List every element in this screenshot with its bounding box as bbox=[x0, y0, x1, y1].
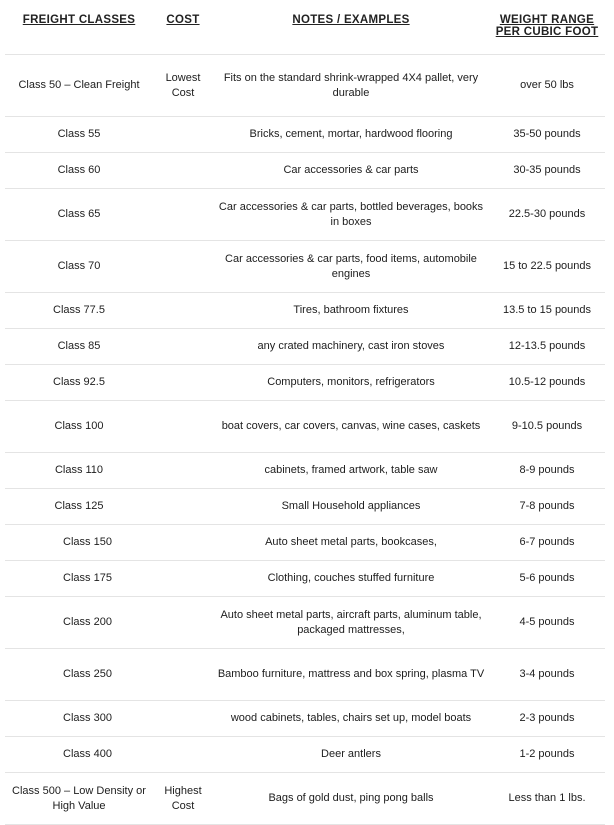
weight-cell: 4-5 pounds bbox=[489, 597, 605, 649]
table-body bbox=[5, 55, 605, 825]
notes-cell: boat covers, car covers, canvas, wine cases, caskets bbox=[213, 401, 489, 453]
notes-cell: Car accessories & car parts, food items, automobile engines bbox=[213, 241, 489, 293]
table-row bbox=[5, 525, 605, 561]
cost-cell bbox=[153, 489, 213, 525]
class-cell: Class 150 bbox=[5, 525, 153, 561]
class-cell: Class 65 bbox=[5, 189, 153, 241]
table-row bbox=[5, 561, 605, 597]
weight-cell: 6-7 pounds bbox=[489, 525, 605, 561]
notes-cell: Auto sheet metal parts, bookcases, bbox=[213, 525, 489, 561]
weight-cell: 22.5-30 pounds bbox=[489, 189, 605, 241]
table-row bbox=[5, 55, 605, 117]
notes-cell: any crated machinery, cast iron stoves bbox=[213, 329, 489, 365]
notes-cell: wood cabinets, tables, chairs set up, model boats bbox=[213, 701, 489, 737]
class-cell: Class 100 bbox=[5, 401, 153, 453]
class-cell: Class 250 bbox=[5, 649, 153, 701]
cost-cell bbox=[153, 561, 213, 597]
cost-cell: Lowest Cost bbox=[153, 55, 213, 117]
weight-cell: 9-10.5 pounds bbox=[489, 401, 605, 453]
class-cell: Class 200 bbox=[5, 597, 153, 649]
table-row bbox=[5, 329, 605, 365]
cost-cell bbox=[153, 649, 213, 701]
cost-cell bbox=[153, 329, 213, 365]
table-row bbox=[5, 489, 605, 525]
notes-cell: Bags of gold dust, ping pong balls bbox=[213, 773, 489, 825]
table-row bbox=[5, 773, 605, 825]
cost-cell bbox=[153, 241, 213, 293]
class-cell: Class 300 bbox=[5, 701, 153, 737]
header-row bbox=[5, 0, 605, 55]
table-row bbox=[5, 401, 605, 453]
cost-cell bbox=[153, 189, 213, 241]
header-notes: NOTES / EXAMPLES bbox=[292, 14, 410, 26]
cost-cell bbox=[153, 737, 213, 773]
class-cell: Class 70 bbox=[5, 241, 153, 293]
weight-cell: 2-3 pounds bbox=[489, 701, 605, 737]
class-cell: Class 125 bbox=[5, 489, 153, 525]
class-cell: Class 50 – Clean Freight bbox=[5, 55, 153, 117]
cost-cell: Highest Cost bbox=[153, 773, 213, 825]
class-cell: Class 85 bbox=[5, 329, 153, 365]
class-cell: Class 175 bbox=[5, 561, 153, 597]
weight-cell: 15 to 22.5 pounds bbox=[489, 241, 605, 293]
notes-cell: Computers, monitors, refrigerators bbox=[213, 365, 489, 401]
notes-cell: Car accessories & car parts, bottled beverages, books in boxes bbox=[213, 189, 489, 241]
table-row bbox=[5, 189, 605, 241]
cost-cell bbox=[153, 597, 213, 649]
cost-cell bbox=[153, 293, 213, 329]
weight-cell: 5-6 pounds bbox=[489, 561, 605, 597]
notes-cell: Bamboo furniture, mattress and box spring, plasma TV bbox=[213, 649, 489, 701]
cost-cell bbox=[153, 453, 213, 489]
notes-cell: Small Household appliances bbox=[213, 489, 489, 525]
cost-cell bbox=[153, 401, 213, 453]
weight-cell: Less than 1 lbs. bbox=[489, 773, 605, 825]
header-freight-classes: FREIGHT CLASSES bbox=[22, 14, 136, 26]
weight-cell: over 50 lbs bbox=[489, 55, 605, 117]
cost-cell bbox=[153, 525, 213, 561]
notes-cell: Deer antlers bbox=[213, 737, 489, 773]
notes-cell: Bricks, cement, mortar, hardwood flooring bbox=[213, 117, 489, 153]
class-cell: Class 92.5 bbox=[5, 365, 153, 401]
cost-cell bbox=[153, 701, 213, 737]
header-cost: COST bbox=[166, 14, 200, 26]
table-row bbox=[5, 241, 605, 293]
weight-cell: 7-8 pounds bbox=[489, 489, 605, 525]
cost-cell bbox=[153, 153, 213, 189]
weight-cell: 12-13.5 pounds bbox=[489, 329, 605, 365]
class-cell: Class 400 bbox=[5, 737, 153, 773]
freight-class-table bbox=[5, 0, 605, 825]
class-cell: Class 110 bbox=[5, 453, 153, 489]
weight-cell: 10.5-12 pounds bbox=[489, 365, 605, 401]
header-weight-line1: WEIGHT RANGE bbox=[499, 14, 595, 26]
class-cell: Class 77.5 bbox=[5, 293, 153, 329]
notes-cell: Tires, bathroom fixtures bbox=[213, 293, 489, 329]
table-row bbox=[5, 597, 605, 649]
notes-cell: Fits on the standard shrink-wrapped 4X4 pallet, very durable bbox=[213, 55, 489, 117]
table-row bbox=[5, 453, 605, 489]
table-row bbox=[5, 649, 605, 701]
class-cell: Class 55 bbox=[5, 117, 153, 153]
header-weight-range bbox=[489, 0, 605, 55]
notes-cell: cabinets, framed artwork, table saw bbox=[213, 453, 489, 489]
weight-cell: 35-50 pounds bbox=[489, 117, 605, 153]
cost-cell bbox=[153, 117, 213, 153]
table-row bbox=[5, 365, 605, 401]
notes-cell: Auto sheet metal parts, aircraft parts, aluminum table, packaged mattresses, bbox=[213, 597, 489, 649]
table-row bbox=[5, 293, 605, 329]
header-weight-line2: PER CUBIC FOOT bbox=[495, 26, 599, 38]
table-row bbox=[5, 153, 605, 189]
table-row bbox=[5, 117, 605, 153]
weight-cell: 1-2 pounds bbox=[489, 737, 605, 773]
class-cell: Class 500 – Low Density or High Value bbox=[5, 773, 153, 825]
notes-cell: Clothing, couches stuffed furniture bbox=[213, 561, 489, 597]
weight-cell: 3-4 pounds bbox=[489, 649, 605, 701]
table-row bbox=[5, 737, 605, 773]
table-row bbox=[5, 701, 605, 737]
freight-class-table-container bbox=[5, 0, 605, 825]
weight-cell: 8-9 pounds bbox=[489, 453, 605, 489]
class-cell: Class 60 bbox=[5, 153, 153, 189]
notes-cell: Car accessories & car parts bbox=[213, 153, 489, 189]
weight-cell: 13.5 to 15 pounds bbox=[489, 293, 605, 329]
weight-cell: 30-35 pounds bbox=[489, 153, 605, 189]
cost-cell bbox=[153, 365, 213, 401]
